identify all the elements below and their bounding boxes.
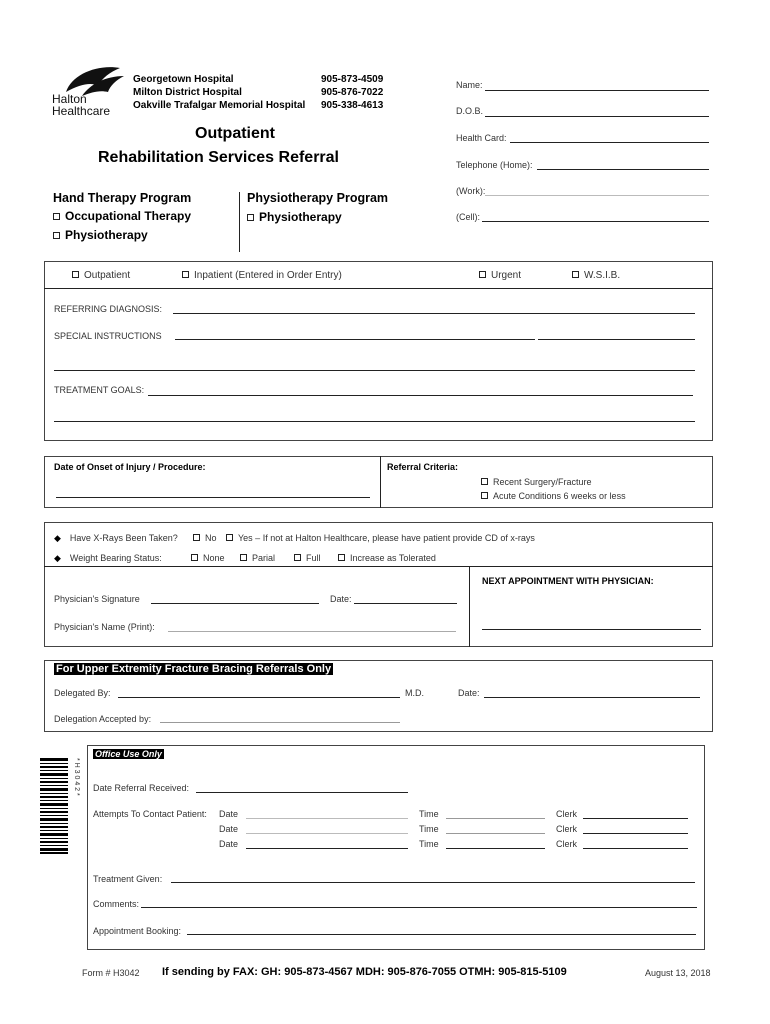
- next-appt-divider: [469, 566, 470, 647]
- treatment-given-field[interactable]: [171, 882, 695, 883]
- special-instructions-label: SPECIAL INSTRUCTIONS: [54, 331, 162, 341]
- delegation-accepted-field[interactable]: [160, 722, 400, 723]
- attempt-time-label-2: Time: [419, 824, 439, 834]
- criteria-acute-checkbox[interactable]: [481, 492, 488, 499]
- attempt-clerk-label-2: Clerk: [556, 824, 578, 834]
- patient-name-label: Name:: [456, 80, 483, 90]
- comments-field[interactable]: [141, 907, 697, 908]
- status-divider: [44, 288, 713, 289]
- onset-label: Date of Onset of Injury / Procedure:: [54, 462, 206, 472]
- dob-label: D.O.B.: [456, 106, 484, 116]
- physician-signature-field[interactable]: [151, 603, 319, 604]
- tel-work-field[interactable]: [485, 195, 709, 196]
- date-received-label: Date Referral Received:: [93, 783, 190, 793]
- appointment-booking-field[interactable]: [187, 934, 696, 935]
- attempt-time-label-1: Time: [419, 809, 439, 819]
- inpatient-checkbox[interactable]: [182, 271, 189, 278]
- weight-full-checkbox[interactable]: [294, 554, 301, 561]
- delegated-by-field[interactable]: [118, 697, 400, 698]
- criteria-surgery-option[interactable]: Recent Surgery/Fracture: [481, 477, 592, 487]
- fax-instructions: If sending by FAX: GH: 905-873-4567 MDH: 905-876-7055 OTMH: 905-815-5109: [162, 966, 567, 978]
- xray-divider: [44, 566, 713, 567]
- attempt-clerk-field-1[interactable]: [583, 818, 688, 819]
- physician-signature-label: Physician's Signature: [54, 594, 140, 604]
- hospital-phone-2: 905-876-7022: [321, 87, 384, 98]
- appointment-booking-label: Appointment Booking:: [93, 926, 182, 936]
- special-instructions-field[interactable]: [175, 339, 535, 340]
- attempt-date-field-3[interactable]: [246, 848, 408, 849]
- logo-text-halton: Halton: [52, 92, 87, 106]
- bracing-title: For Upper Extremity Fracture Bracing Referrals Only: [56, 663, 332, 675]
- office-use-title: Office Use Only: [95, 749, 162, 759]
- attempt-date-label-2: Date: [219, 824, 239, 834]
- treatment-goals-label: TREATMENT GOALS:: [54, 385, 145, 395]
- physician-date-label: Date:: [330, 594, 352, 604]
- xray-yes-option[interactable]: Yes – If not at Halton Healthcare, please have patient provide CD of x-rays: [226, 533, 535, 543]
- delegation-accepted-label: Delegation Accepted by:: [54, 714, 152, 724]
- tel-home-field[interactable]: [537, 169, 709, 170]
- next-appt-label: NEXT APPOINTMENT WITH PHYSICIAN:: [482, 576, 654, 586]
- date-received-field[interactable]: [196, 792, 408, 793]
- weight-partial-checkbox[interactable]: [240, 554, 247, 561]
- attempt-date-label-3: Date: [219, 839, 239, 849]
- attempts-label: Attempts To Contact Patient:: [93, 809, 207, 819]
- hospital-name-3: Oakville Trafalgar Memorial Hospital: [133, 100, 306, 111]
- health-card-field[interactable]: [510, 142, 709, 143]
- attempt-date-field-2[interactable]: [246, 833, 408, 834]
- wsib-checkbox[interactable]: [572, 271, 579, 278]
- physician-name-field[interactable]: [168, 631, 456, 632]
- attempt-clerk-field-3[interactable]: [583, 848, 688, 849]
- onset-field[interactable]: [56, 497, 370, 498]
- criteria-acute-option[interactable]: Acute Conditions 6 weeks or less: [481, 491, 626, 501]
- attempt-time-field-1[interactable]: [446, 818, 545, 819]
- physician-name-label: Physician's Name (Print):: [54, 622, 155, 632]
- special-instructions-field-2[interactable]: [538, 339, 695, 340]
- barcode-digits: * H 3 0 4 2 *: [73, 758, 80, 796]
- patient-name-field[interactable]: [485, 90, 709, 91]
- delegated-by-label: Delegated By:: [54, 688, 111, 698]
- tel-cell-label: (Cell):: [456, 212, 480, 222]
- weight-none-option[interactable]: None: [191, 553, 225, 563]
- outpatient-option[interactable]: Outpatient: [72, 270, 130, 281]
- wsib-option[interactable]: W.S.I.B.: [572, 270, 620, 281]
- bracing-date-label: Date:: [458, 688, 480, 698]
- md-label: M.D.: [405, 688, 424, 698]
- urgent-option[interactable]: Urgent: [479, 270, 521, 281]
- weight-full-option[interactable]: Full: [294, 553, 321, 563]
- hand-ot-checkbox[interactable]: [53, 213, 60, 220]
- form-date: August 13, 2018: [645, 968, 711, 978]
- dob-field[interactable]: [485, 116, 709, 117]
- attempt-time-field-2[interactable]: [446, 833, 545, 834]
- referral-criteria-label: Referral Criteria:: [387, 462, 459, 472]
- attempt-clerk-label-3: Clerk: [556, 839, 578, 849]
- page-title-line1: Outpatient: [195, 125, 275, 142]
- tel-home-label: Telephone (Home):: [456, 160, 533, 170]
- outpatient-checkbox[interactable]: [72, 271, 79, 278]
- treatment-goals-field[interactable]: [148, 395, 693, 396]
- health-card-label: Health Card:: [456, 133, 507, 143]
- program-divider: [239, 192, 240, 252]
- bracing-date-field[interactable]: [484, 697, 700, 698]
- tel-work-label: (Work):: [456, 186, 486, 196]
- physician-date-field[interactable]: [354, 603, 457, 604]
- hand-ot-option[interactable]: Occupational Therapy: [53, 209, 191, 223]
- attempt-clerk-label-1: Clerk: [556, 809, 578, 819]
- physio-program-title: Physiotherapy Program: [247, 191, 389, 205]
- xray-question: ◆ Have X-Rays Been Taken?: [54, 533, 178, 543]
- barcode: [40, 758, 68, 854]
- hospital-name-2: Milton District Hospital: [133, 87, 242, 98]
- form-number: Form # H3042: [82, 968, 140, 978]
- physio-pt-option[interactable]: Physiotherapy: [247, 210, 342, 224]
- hospital-phone-3: 905-338-4613: [321, 100, 384, 111]
- onset-divider: [380, 456, 381, 508]
- weight-tolerated-checkbox[interactable]: [338, 554, 345, 561]
- next-appt-field[interactable]: [482, 629, 701, 630]
- diagnosis-field[interactable]: [173, 313, 695, 314]
- tel-cell-field[interactable]: [482, 221, 709, 222]
- treatment-goals-line-2[interactable]: [54, 421, 695, 422]
- weight-tolerated-option[interactable]: Increase as Tolerated: [338, 553, 436, 563]
- halton-logo: [52, 62, 130, 118]
- criteria-surgery-checkbox[interactable]: [481, 478, 488, 485]
- comments-label: Comments:: [93, 899, 140, 909]
- hand-therapy-title: Hand Therapy Program: [53, 191, 192, 205]
- logo-text-healthcare: Healthcare: [52, 104, 111, 118]
- xray-no-checkbox[interactable]: [193, 534, 200, 541]
- barcode-icon: [40, 758, 68, 854]
- hospital-name-1: Georgetown Hospital: [133, 74, 234, 85]
- weight-partial-option[interactable]: Parial: [240, 553, 275, 563]
- attempt-clerk-field-2[interactable]: [583, 833, 688, 834]
- page-title-line2: Rehabilitation Services Referral: [98, 149, 339, 166]
- hand-pt-option[interactable]: Physiotherapy: [53, 228, 148, 242]
- xray-no-option[interactable]: No: [193, 533, 217, 543]
- attempt-date-field-1[interactable]: [246, 818, 408, 819]
- attempt-time-label-3: Time: [419, 839, 439, 849]
- hospital-phone-1: 905-873-4509: [321, 74, 384, 85]
- physio-pt-checkbox[interactable]: [247, 214, 254, 221]
- diamond-bullet-icon: ◆: [54, 553, 61, 563]
- diamond-bullet-icon: ◆: [54, 533, 61, 543]
- xray-yes-checkbox[interactable]: [226, 534, 233, 541]
- attempt-time-field-3[interactable]: [446, 848, 545, 849]
- hand-pt-checkbox[interactable]: [53, 232, 60, 239]
- special-instructions-line-2[interactable]: [54, 370, 695, 371]
- urgent-checkbox[interactable]: [479, 271, 486, 278]
- attempt-date-label-1: Date: [219, 809, 239, 819]
- diagnosis-label: REFERRING DIAGNOSIS:: [54, 304, 163, 314]
- treatment-given-label: Treatment Given:: [93, 874, 163, 884]
- weight-none-checkbox[interactable]: [191, 554, 198, 561]
- inpatient-option[interactable]: Inpatient (Entered in Order Entry): [182, 270, 342, 281]
- weight-bearing-label: ◆ Weight Bearing Status:: [54, 553, 162, 563]
